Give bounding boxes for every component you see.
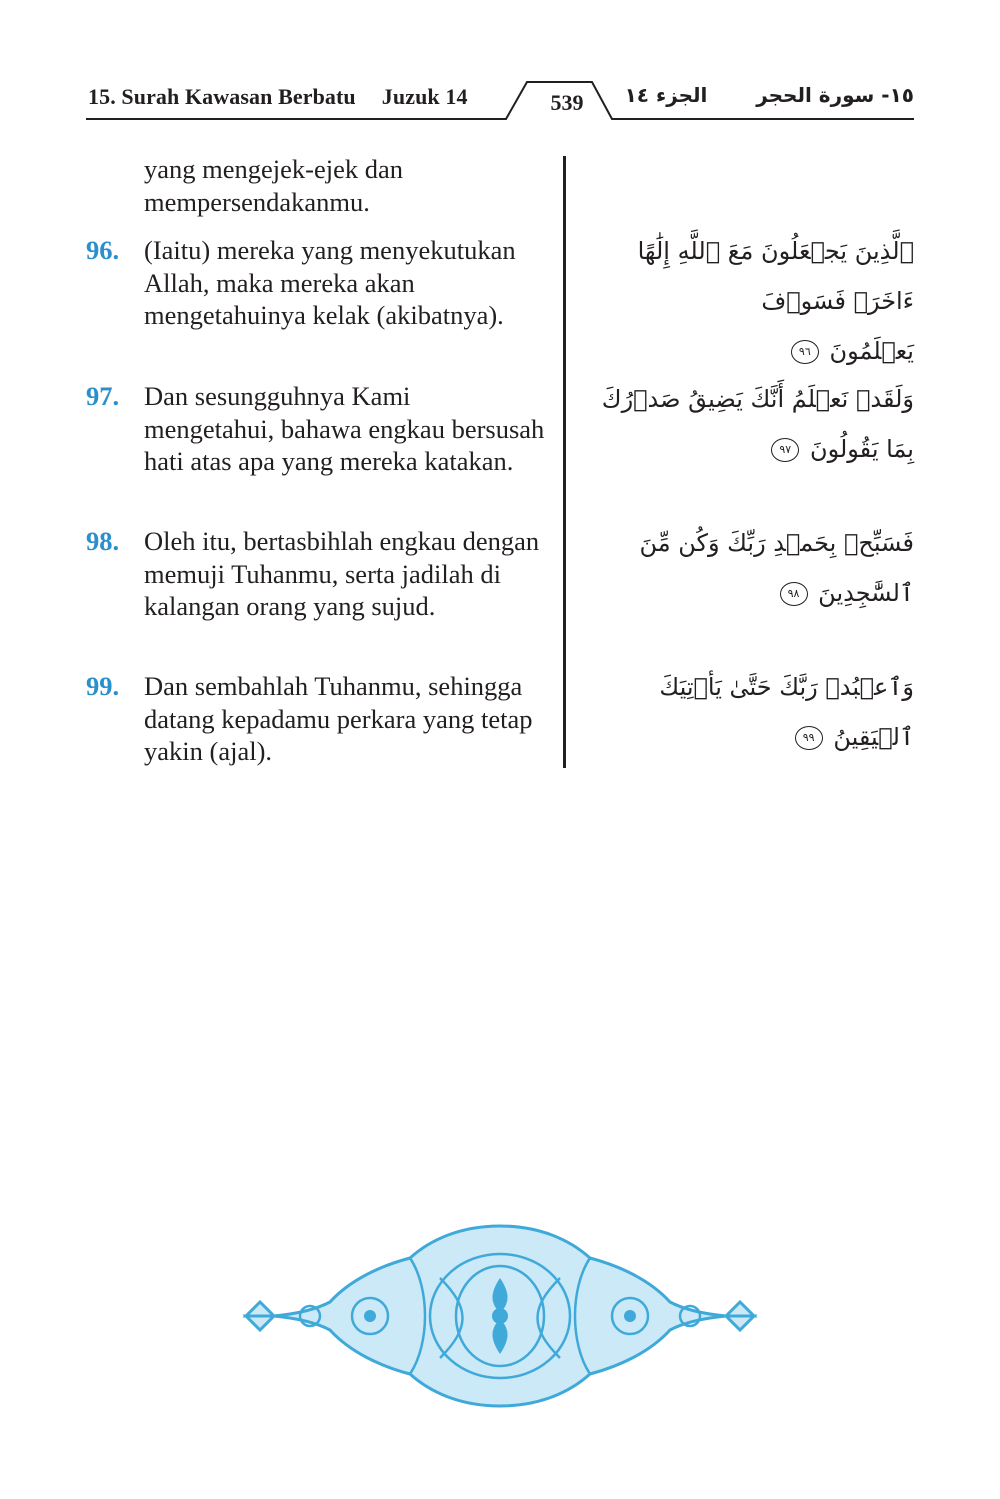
surah-title-arabic: ١٥- سورة الحجر <box>756 83 914 107</box>
translation-verse-98 <box>86 525 546 623</box>
ayah-marker: ٩٦ <box>791 340 819 364</box>
arabic-line: فَسَبِّحۡ بِحَمۡدِ رَبِّكَ وَكُن مِّنَ ٱلسَّٰجِدِينَ <box>639 529 914 607</box>
juz-label-latin: Juzuk 14 <box>381 84 468 109</box>
ayah-marker: ٩٩ <box>795 726 823 750</box>
translation-text: Dan sembahlah Tuhanmu, sehingga datang kepadamu perkara yang tetap yakin (ajal). <box>144 671 533 766</box>
translation-verse-97 <box>86 380 546 478</box>
arabic-verse-97 <box>584 374 914 474</box>
arabic-verse-99 <box>584 662 914 762</box>
translation-verse-96 <box>86 234 546 332</box>
header-rule <box>0 0 1000 130</box>
arabic-verse-98 <box>584 518 914 618</box>
verse-number: 97. <box>86 381 120 411</box>
surah-title-latin: 15. Surah Kawasan Berbatu <box>88 84 356 109</box>
page-number: 539 <box>550 90 584 115</box>
translation-verse-99 <box>86 670 546 768</box>
translation-text: yang mengejek-ejek dan mempersendakanmu. <box>144 154 403 217</box>
arabic-line: وَٱعۡبُدۡ رَبَّكَ حَتَّىٰ يَأۡتِيَكَ ٱلۡيَقِينُ <box>659 673 914 751</box>
translation-text: Dan sesungguhnya Kami mengetahui, bahawa engkau bersusah hati atas apa yang mereka katakan. <box>144 381 545 476</box>
column-divider <box>563 156 566 768</box>
juz-label-arabic: الجزء ١٤ <box>624 83 708 107</box>
verse-number: 96. <box>86 235 120 265</box>
ayah-marker: ٩٨ <box>780 582 808 606</box>
verse-number: 98. <box>86 526 120 556</box>
translation-text: (Iaitu) mereka yang menyekutukan Allah, maka mereka akan mengetahuinya kelak (akibatnya). <box>144 235 516 330</box>
translation-text: Oleh itu, bertasbihlah engkau dengan memuji Tuhanmu, serta jadilah di kalangan orang yang sujud. <box>144 526 540 621</box>
header-latin <box>88 84 468 110</box>
arabesque-ornament-icon <box>240 1218 760 1414</box>
page-header <box>0 0 1000 130</box>
arabic-line-with-marker <box>584 326 914 376</box>
translation-continuation <box>86 153 546 218</box>
arabic-verse-96 <box>584 226 914 376</box>
arabic-line: ٱلَّذِينَ يَجۡعَلُونَ مَعَ ٱللَّهِ إِلَٰهًا ءَاخَرَۚ فَسَوۡفَ <box>637 237 914 315</box>
ayah-marker: ٩٧ <box>771 438 799 462</box>
arabic-line: وَلَقَدۡ نَعۡلَمُ أَنَّكَ يَضِيقُ صَدۡرُكَ بِمَا يَقُولُونَ <box>601 385 914 463</box>
verse-number: 99. <box>86 671 120 701</box>
arabic-line: يَعۡلَمُونَ <box>829 337 914 365</box>
